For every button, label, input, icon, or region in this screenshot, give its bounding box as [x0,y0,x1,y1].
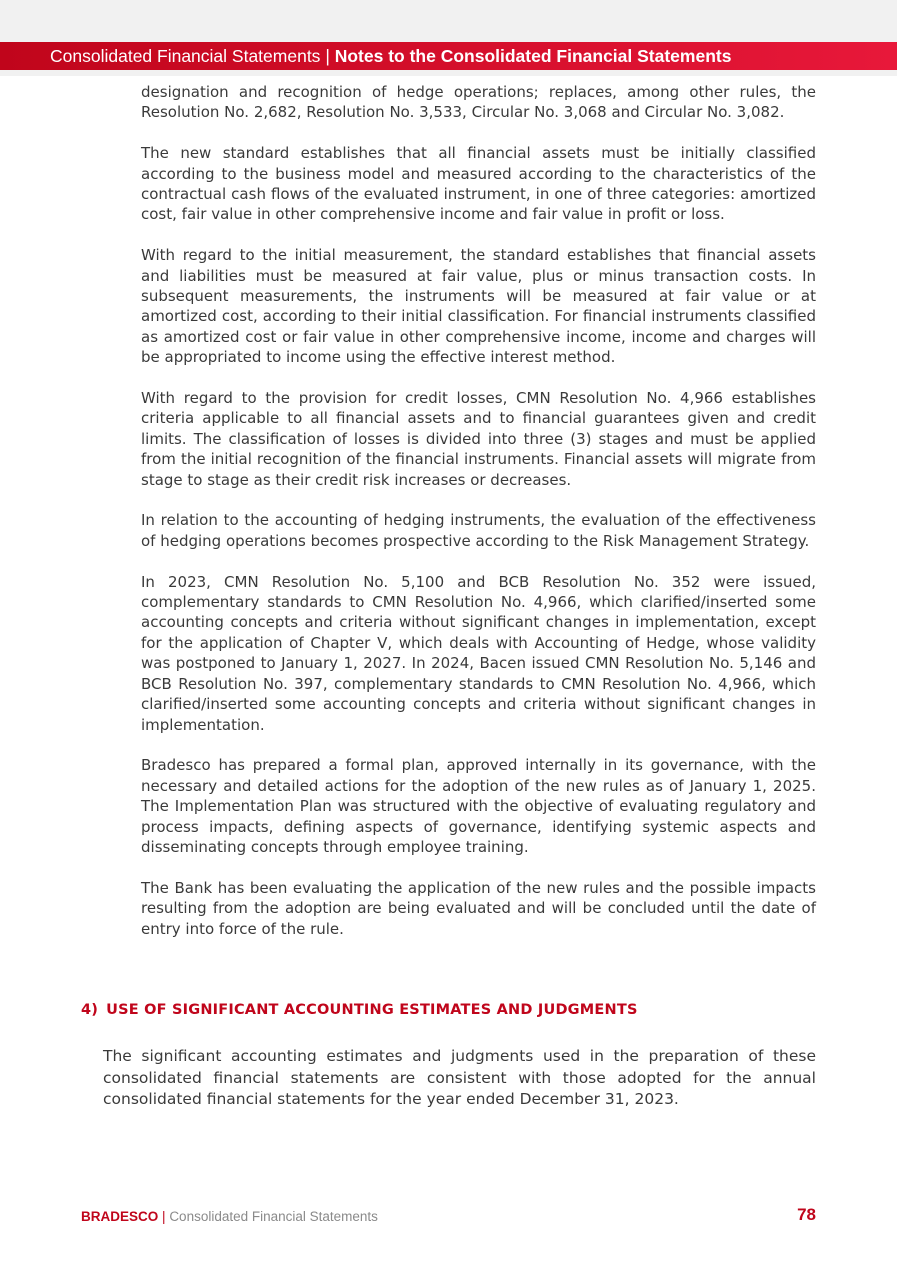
header-separator: | [325,46,330,66]
paragraph: With regard to the initial measurement, the standard establishes that financial assets and liabilities must be measured at fair value, plus or minus transaction costs. In subsequent measurements, the instruments will be measured at fair value or at amortized cost, according to their initial classification. For financial instruments classified as amortized cost or fair value in other comprehensive income, income and charges will be appropriated to income using the effective interest method. [141,246,816,367]
footer-brand: BRADESCO [81,1209,159,1224]
header-section: Consolidated Financial Statements [50,46,321,66]
paragraph: designation and recognition of hedge operations; replaces, among other rules, the Resolution No. 2,682, Resolution No. 3,533, Circular No. 3,068 and Circular No. 3,082. [141,83,816,122]
paragraph: The Bank has been evaluating the application of the new rules and the possible impacts resulting from the adoption are being evaluated and will be concluded until the date of entry into force of the rule. [141,878,816,938]
paragraph: In relation to the accounting of hedging instruments, the evaluation of the effectiveness of hedging operations becomes prospective according to the Risk Management Strategy. [141,511,816,550]
body-text [141,82,816,959]
footer-title: Consolidated Financial Statements [169,1209,378,1224]
top-band [0,0,897,42]
paragraph: In 2023, CMN Resolution No. 5,100 and BCB Resolution No. 352 were issued, complementary standards to CMN Resolution No. 4,966, which clarified/inserted some accounting concepts and criteria without significant changes in implementation, except for the application of Chapter V, which deals with Accounting of Hedge, whose validity was postponed to January 1, 2027. In 2024, Bacen issued CMN Resolution No. 5,146 and BCB Resolution No. 397, complementary standards to CMN Resolution No. 4,966, which clarified/inserted some accounting concepts and criteria without significant changes in implementation. [141,572,816,734]
header-subsection: Notes to the Consolidated Financial Statements [334,46,732,66]
section-number: 4) [81,1002,99,1018]
section-heading [81,1002,638,1018]
header-underband [0,70,897,76]
page-header [0,42,897,70]
page-footer [81,1209,378,1224]
section-title: USE OF SIGNIFICANT ACCOUNTING ESTIMATES AND JUDGMENTS [106,1002,638,1018]
paragraph: The new standard establishes that all financial assets must be initially classified according to the business model and measured according to the characteristics of the contractual cash flows of the evaluated instrument, in one of three categories: amortized cost, fair value in other comprehensive income and fair value in profit or loss. [141,144,816,224]
paragraph: Bradesco has prepared a formal plan, approved internally in its governance, with the necessary and detailed actions for the adoption of the new rules as of January 1, 2025. The Implementation Plan was structured with the objective of evaluating regulatory and process impacts, defining aspects of governance, identifying systemic aspects and disseminating concepts through employee training. [141,756,816,856]
page-number: 78 [797,1205,816,1224]
footer-separator: | [162,1209,166,1224]
paragraph: With regard to the provision for credit losses, CMN Resolution No. 4,966 establishes criteria applicable to all financial assets and to financial guarantees given and credit limits. The classification of losses is divided into three (3) stages and must be applied from the initial recognition of the financial instruments. Financial assets will migrate from stage to stage as their credit risk increases or decreases. [141,389,816,489]
section-body: The significant accounting estimates and judgments used in the preparation of these consolidated financial statements are consistent with those adopted for the annual consolidated financial statements for the year ended December 31, 2023. [103,1047,816,1108]
